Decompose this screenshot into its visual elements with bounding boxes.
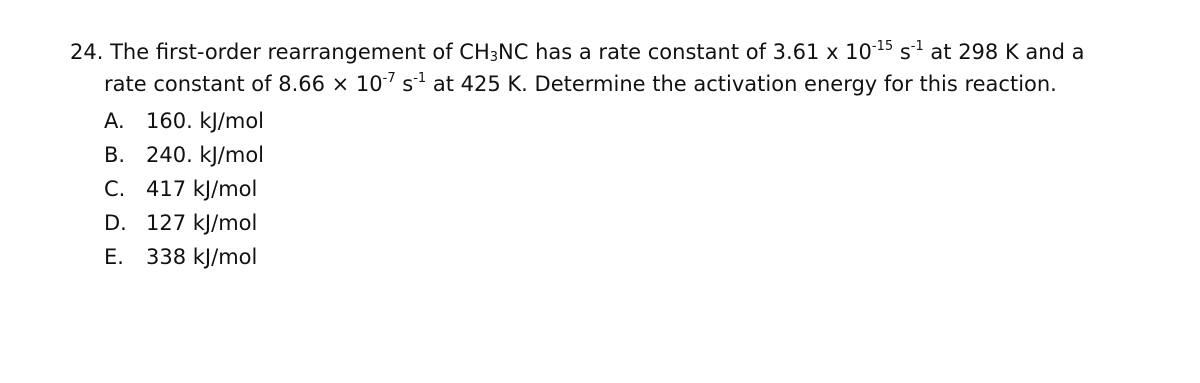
option-letter: B. (104, 143, 126, 167)
exponent: -15 (871, 39, 894, 54)
option-letter: C. (104, 177, 126, 201)
question-text-part: s (893, 40, 911, 64)
option-text: 240. kJ/mol (146, 143, 265, 167)
option-d (104, 206, 264, 240)
subscript: 3 (489, 50, 499, 65)
option-c (104, 172, 264, 206)
option-letter: D. (104, 211, 127, 235)
question-text-part: NC has a rate constant of 3.61 x 10 (498, 40, 872, 64)
option-letter: E. (104, 245, 124, 269)
question-text-part: s (395, 72, 414, 96)
option-text: 417 kJ/mol (146, 177, 258, 201)
option-text: 160. kJ/mol (146, 109, 265, 133)
option-text: 338 kJ/mol (146, 245, 258, 269)
option-letter: A. (104, 109, 125, 133)
question-text-part: at 298 K and a (923, 40, 1085, 64)
answer-options (104, 104, 264, 274)
exponent: -1 (910, 39, 924, 54)
option-a (104, 104, 264, 138)
option-b (104, 138, 264, 172)
option-e (104, 240, 264, 274)
question-line-2 (70, 68, 1180, 100)
question-number: 24. (70, 40, 104, 64)
question-text-part: The first-order rearrangement of CH (110, 40, 490, 64)
exponent: -1 (413, 71, 427, 86)
question-text (70, 36, 1180, 100)
question-line-1 (70, 36, 1180, 68)
exponent: -7 (382, 71, 396, 86)
question-text-part: rate constant of 8.66 × 10 (104, 72, 383, 96)
question-text-part: at 425 K. Determine the activation energy for this reaction. (426, 72, 1057, 96)
option-text: 127 kJ/mol (146, 211, 258, 235)
